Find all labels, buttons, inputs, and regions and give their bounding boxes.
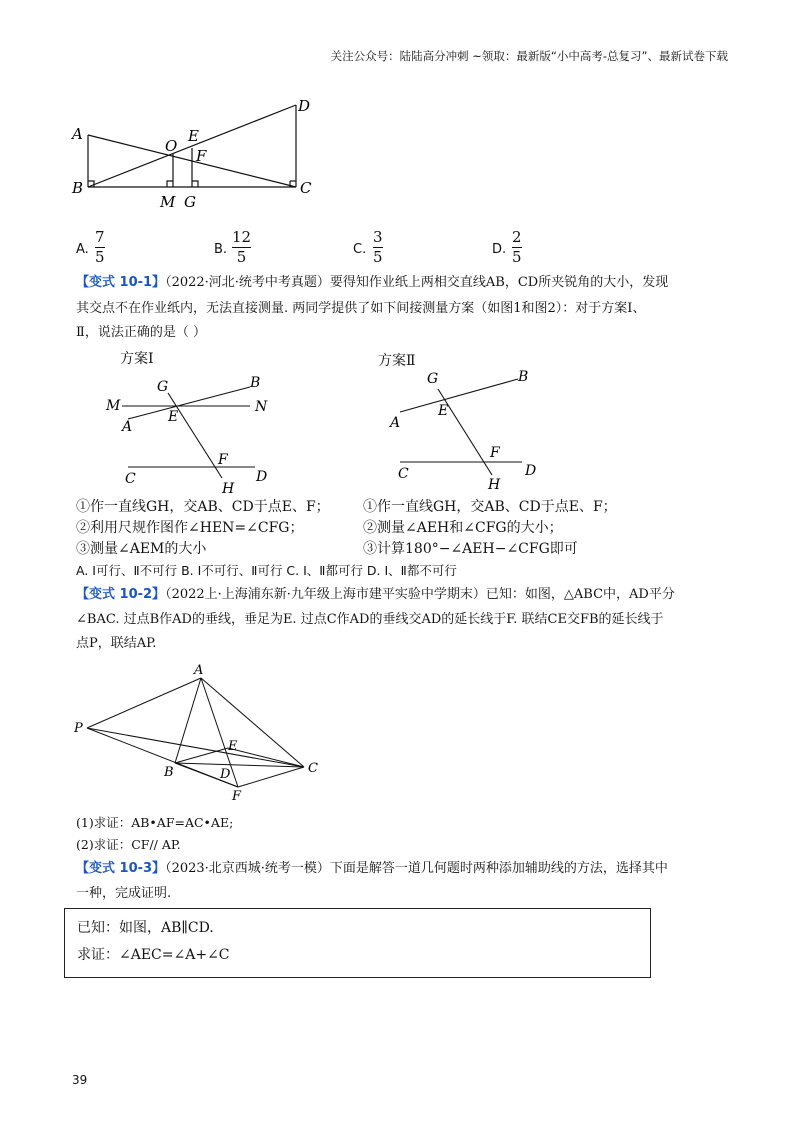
v10-1-text1: （2022·河北·统考中考真题）要得知作业纸上两相交直线AB，CD所夹锐角的大小，发现 xyxy=(165,275,669,290)
label-G: G xyxy=(184,193,196,211)
label-D: D xyxy=(525,463,537,479)
figure-triangle-abc xyxy=(70,660,330,805)
label-G: G xyxy=(157,379,169,395)
fraction-denominator: 5 xyxy=(95,248,105,266)
label-E: E xyxy=(168,409,179,425)
label-E: E xyxy=(188,127,199,145)
plan1-step2: ②利用尺规作图作∠HEN=∠CFG； xyxy=(76,520,304,536)
label-A: A xyxy=(122,419,133,435)
label-B: B xyxy=(518,369,529,385)
label-A: A xyxy=(390,415,401,431)
plan1-steps xyxy=(76,497,330,560)
label-M: M xyxy=(106,398,121,414)
label-D: D xyxy=(256,469,268,485)
label-B: B xyxy=(72,179,84,197)
label-C: C xyxy=(398,466,409,482)
given-prove-box xyxy=(64,908,651,978)
v10-1-line2: 其交点不在作业纸内，无法直接测量. 两同学提供了如下间接测量方案（如图1和图2）：对于方案Ⅰ、 xyxy=(76,301,646,316)
fraction-numerator: 3 xyxy=(373,228,383,246)
option-a-fraction xyxy=(95,229,105,266)
v10-3-line2: 一种，完成证明. xyxy=(76,886,172,901)
label-O: O xyxy=(165,137,178,155)
label-F: F xyxy=(490,445,500,461)
v10-2-line3: 点P，联结AP. xyxy=(76,636,157,651)
v10-2-line1 xyxy=(76,584,736,606)
fraction-numerator: 2 xyxy=(512,228,522,246)
label-E: E xyxy=(438,403,449,419)
figure-plan1 xyxy=(100,365,300,500)
plan1-step1: ①作一直线GH，交AB、CD于点E、F； xyxy=(76,499,330,515)
label-F: F xyxy=(196,147,207,165)
box-given: 已知：如图，AB∥CD. xyxy=(77,920,214,936)
page-header: 关注公众号：陆陆高分冲刺 ~领取：最新版“小中高考-总复习”、最新试卷下载 xyxy=(330,49,728,63)
option-c-letter: C. xyxy=(353,242,367,257)
v10-2-tag: 【变式 10-2】 xyxy=(76,587,166,602)
label-A: A xyxy=(72,125,83,143)
label-H: H xyxy=(488,477,501,493)
v10-1-line3: Ⅱ，说法正确的是（ ） xyxy=(76,325,206,340)
figure-plan2 xyxy=(380,365,550,500)
label-C: C xyxy=(308,761,318,776)
fraction-denominator: 5 xyxy=(373,248,383,266)
plan1-step3: ③测量∠AEM的大小 xyxy=(76,541,207,557)
label-N: N xyxy=(255,399,268,415)
figure-rectangle-diagram xyxy=(60,95,330,215)
v10-3-tag: 【变式 10-3】 xyxy=(76,861,166,876)
label-C: C xyxy=(300,179,312,197)
fraction-numerator: 7 xyxy=(95,228,105,246)
plan2-step3: ③计算180°−∠AEH−∠CFG即可 xyxy=(363,541,578,557)
v10-2-line2: ∠BAC. 过点B作AD的垂线，垂足为E. 过点C作AD的垂线交AD的延长线于F. 联结CE交FB的延长线于 xyxy=(76,612,664,627)
plan2-step2: ②测量∠AEH和∠CFG的大小； xyxy=(363,520,563,536)
label-M: M xyxy=(160,193,176,211)
v10-2-part1: (1)求证：AB•AF=AC•AE; xyxy=(76,815,234,830)
option-d-letter: D. xyxy=(492,242,507,257)
v10-2-text1: （2022上·上海浦东新·九年级上海市建平实验中学期末）已知：如图，△ABC中，AD平分 xyxy=(165,587,675,602)
plan2-title: 方案Ⅱ xyxy=(378,353,416,369)
option-d-fraction xyxy=(512,229,522,266)
option-b-letter: B. xyxy=(214,242,228,257)
plan1-title: 方案Ⅰ xyxy=(120,351,154,367)
fraction-numerator: 12 xyxy=(232,228,252,246)
option-c-fraction xyxy=(373,229,383,266)
label-E: E xyxy=(228,739,238,754)
label-C: C xyxy=(125,471,136,487)
option-a-letter: A. xyxy=(76,242,89,257)
label-A: A xyxy=(194,663,204,678)
option-b-fraction xyxy=(232,229,251,266)
v10-3-line1 xyxy=(76,858,736,880)
label-D: D xyxy=(220,767,231,782)
fraction-denominator: 5 xyxy=(236,248,247,266)
label-P: P xyxy=(74,721,83,736)
v10-1-line1 xyxy=(76,272,736,294)
v10-1-options: A. Ⅰ可行、Ⅱ不可行 B. Ⅰ不可行、Ⅱ可行 C. Ⅰ、Ⅱ都可行 D. Ⅰ、Ⅱ都不可行 xyxy=(76,563,457,578)
v10-3-text1: （2023·北京西城·统考一模）下面是解答一道几何题时两种添加辅助线的方法，选择其中 xyxy=(165,861,668,876)
label-B: B xyxy=(164,765,174,780)
fraction-denominator: 5 xyxy=(512,248,522,266)
label-H: H xyxy=(222,481,235,497)
label-F: F xyxy=(232,789,242,804)
label-F: F xyxy=(218,452,228,468)
v10-2-part2: (2)求证：CF// AP. xyxy=(76,837,181,852)
box-prove: 求证：∠AEC=∠A+∠C xyxy=(77,947,230,963)
label-G: G xyxy=(427,371,439,387)
label-D: D xyxy=(298,97,311,115)
label-B: B xyxy=(250,375,261,391)
v10-1-tag: 【变式 10-1】 xyxy=(76,275,166,290)
plan2-steps xyxy=(363,497,617,560)
plan2-step1: ①作一直线GH，交AB、CD于点E、F； xyxy=(363,499,617,515)
page-number: 39 xyxy=(72,1073,88,1087)
